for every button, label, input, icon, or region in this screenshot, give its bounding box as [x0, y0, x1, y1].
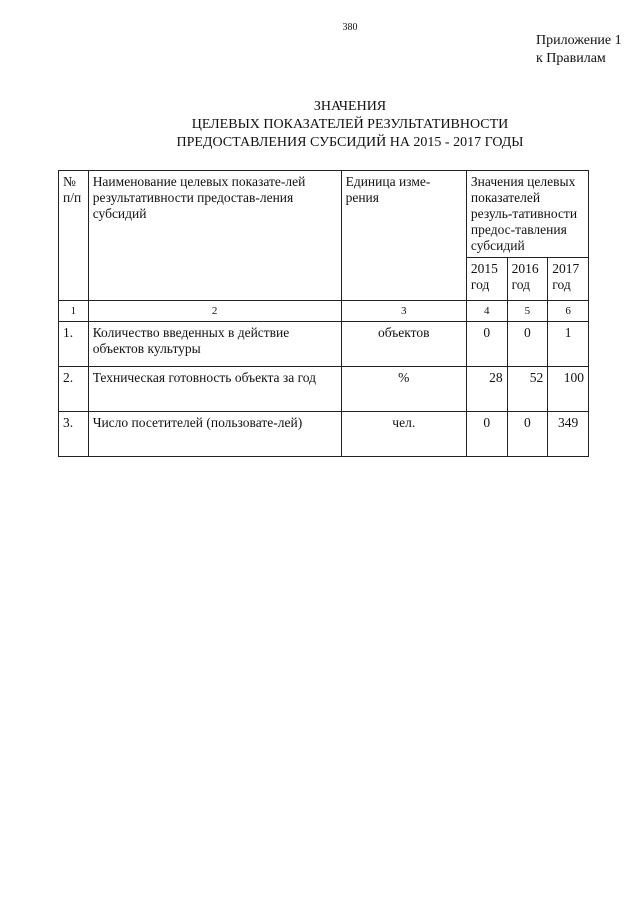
column-number: 2 [88, 301, 341, 322]
row-name: Число посетителей (пользовате-лей) [88, 412, 341, 457]
appendix-line-1: Приложение 1 [536, 33, 622, 48]
header-name: Наименование целевых показате-лей результативности предостав-ления субсидий [88, 171, 341, 301]
row-value-2015: 28 [466, 367, 507, 412]
column-number-row [59, 301, 589, 322]
appendix-note [536, 32, 622, 68]
row-unit: чел. [341, 412, 466, 457]
column-number: 4 [466, 301, 507, 322]
header-year-2016 [507, 258, 548, 301]
row-unit: % [341, 367, 466, 412]
document-title [0, 98, 640, 152]
row-unit: объектов [341, 322, 466, 367]
row-value-2016: 52 [507, 367, 548, 412]
row-value-2016: 0 [507, 412, 548, 457]
title-line-3: ПРЕДОСТАВЛЕНИЯ СУБСИДИЙ НА 2015 - 2017 ГОДЫ [176, 135, 524, 150]
title-line-2: ЦЕЛЕВЫХ ПОКАЗАТЕЛЕЙ РЕЗУЛЬТАТИВНОСТИ [191, 117, 509, 132]
row-value-2017: 349 [548, 412, 589, 457]
table-row [59, 412, 589, 457]
year-suffix: год [470, 277, 490, 292]
row-num: 3. [59, 412, 89, 457]
page-number: 380 [342, 22, 358, 33]
table-header-row [59, 171, 589, 258]
row-value-2017: 100 [548, 367, 589, 412]
column-number: 3 [341, 301, 466, 322]
year-number: 2017 [552, 261, 580, 276]
column-number: 6 [548, 301, 589, 322]
title-line-1: ЗНАЧЕНИЯ [313, 99, 387, 114]
year-suffix: год [511, 277, 531, 292]
column-number: 1 [59, 301, 89, 322]
table-row [59, 367, 589, 412]
row-value-2015: 0 [466, 322, 507, 367]
row-name: Техническая готовность объекта за год [88, 367, 341, 412]
year-suffix: год [552, 277, 571, 292]
header-unit: Единица изме-рения [341, 171, 466, 301]
header-values: Значения целевых показателей резуль-тативности предос-тавления субсидий [466, 171, 588, 258]
column-number: 5 [507, 301, 548, 322]
year-number: 2015 [470, 261, 498, 276]
row-value-2015: 0 [466, 412, 507, 457]
year-number: 2016 [511, 261, 539, 276]
table-row [59, 322, 589, 367]
row-value-2016: 0 [507, 322, 548, 367]
row-value-2017: 1 [548, 322, 589, 367]
header-year-2017 [548, 258, 589, 301]
indicators-table [58, 170, 589, 457]
row-name: Количество введенных в действие объектов культуры [88, 322, 341, 367]
row-num: 2. [59, 367, 89, 412]
row-num: 1. [59, 322, 89, 367]
header-year-2015 [466, 258, 507, 301]
header-num: № п/п [59, 171, 89, 301]
appendix-line-2: к Правилам [536, 51, 606, 66]
